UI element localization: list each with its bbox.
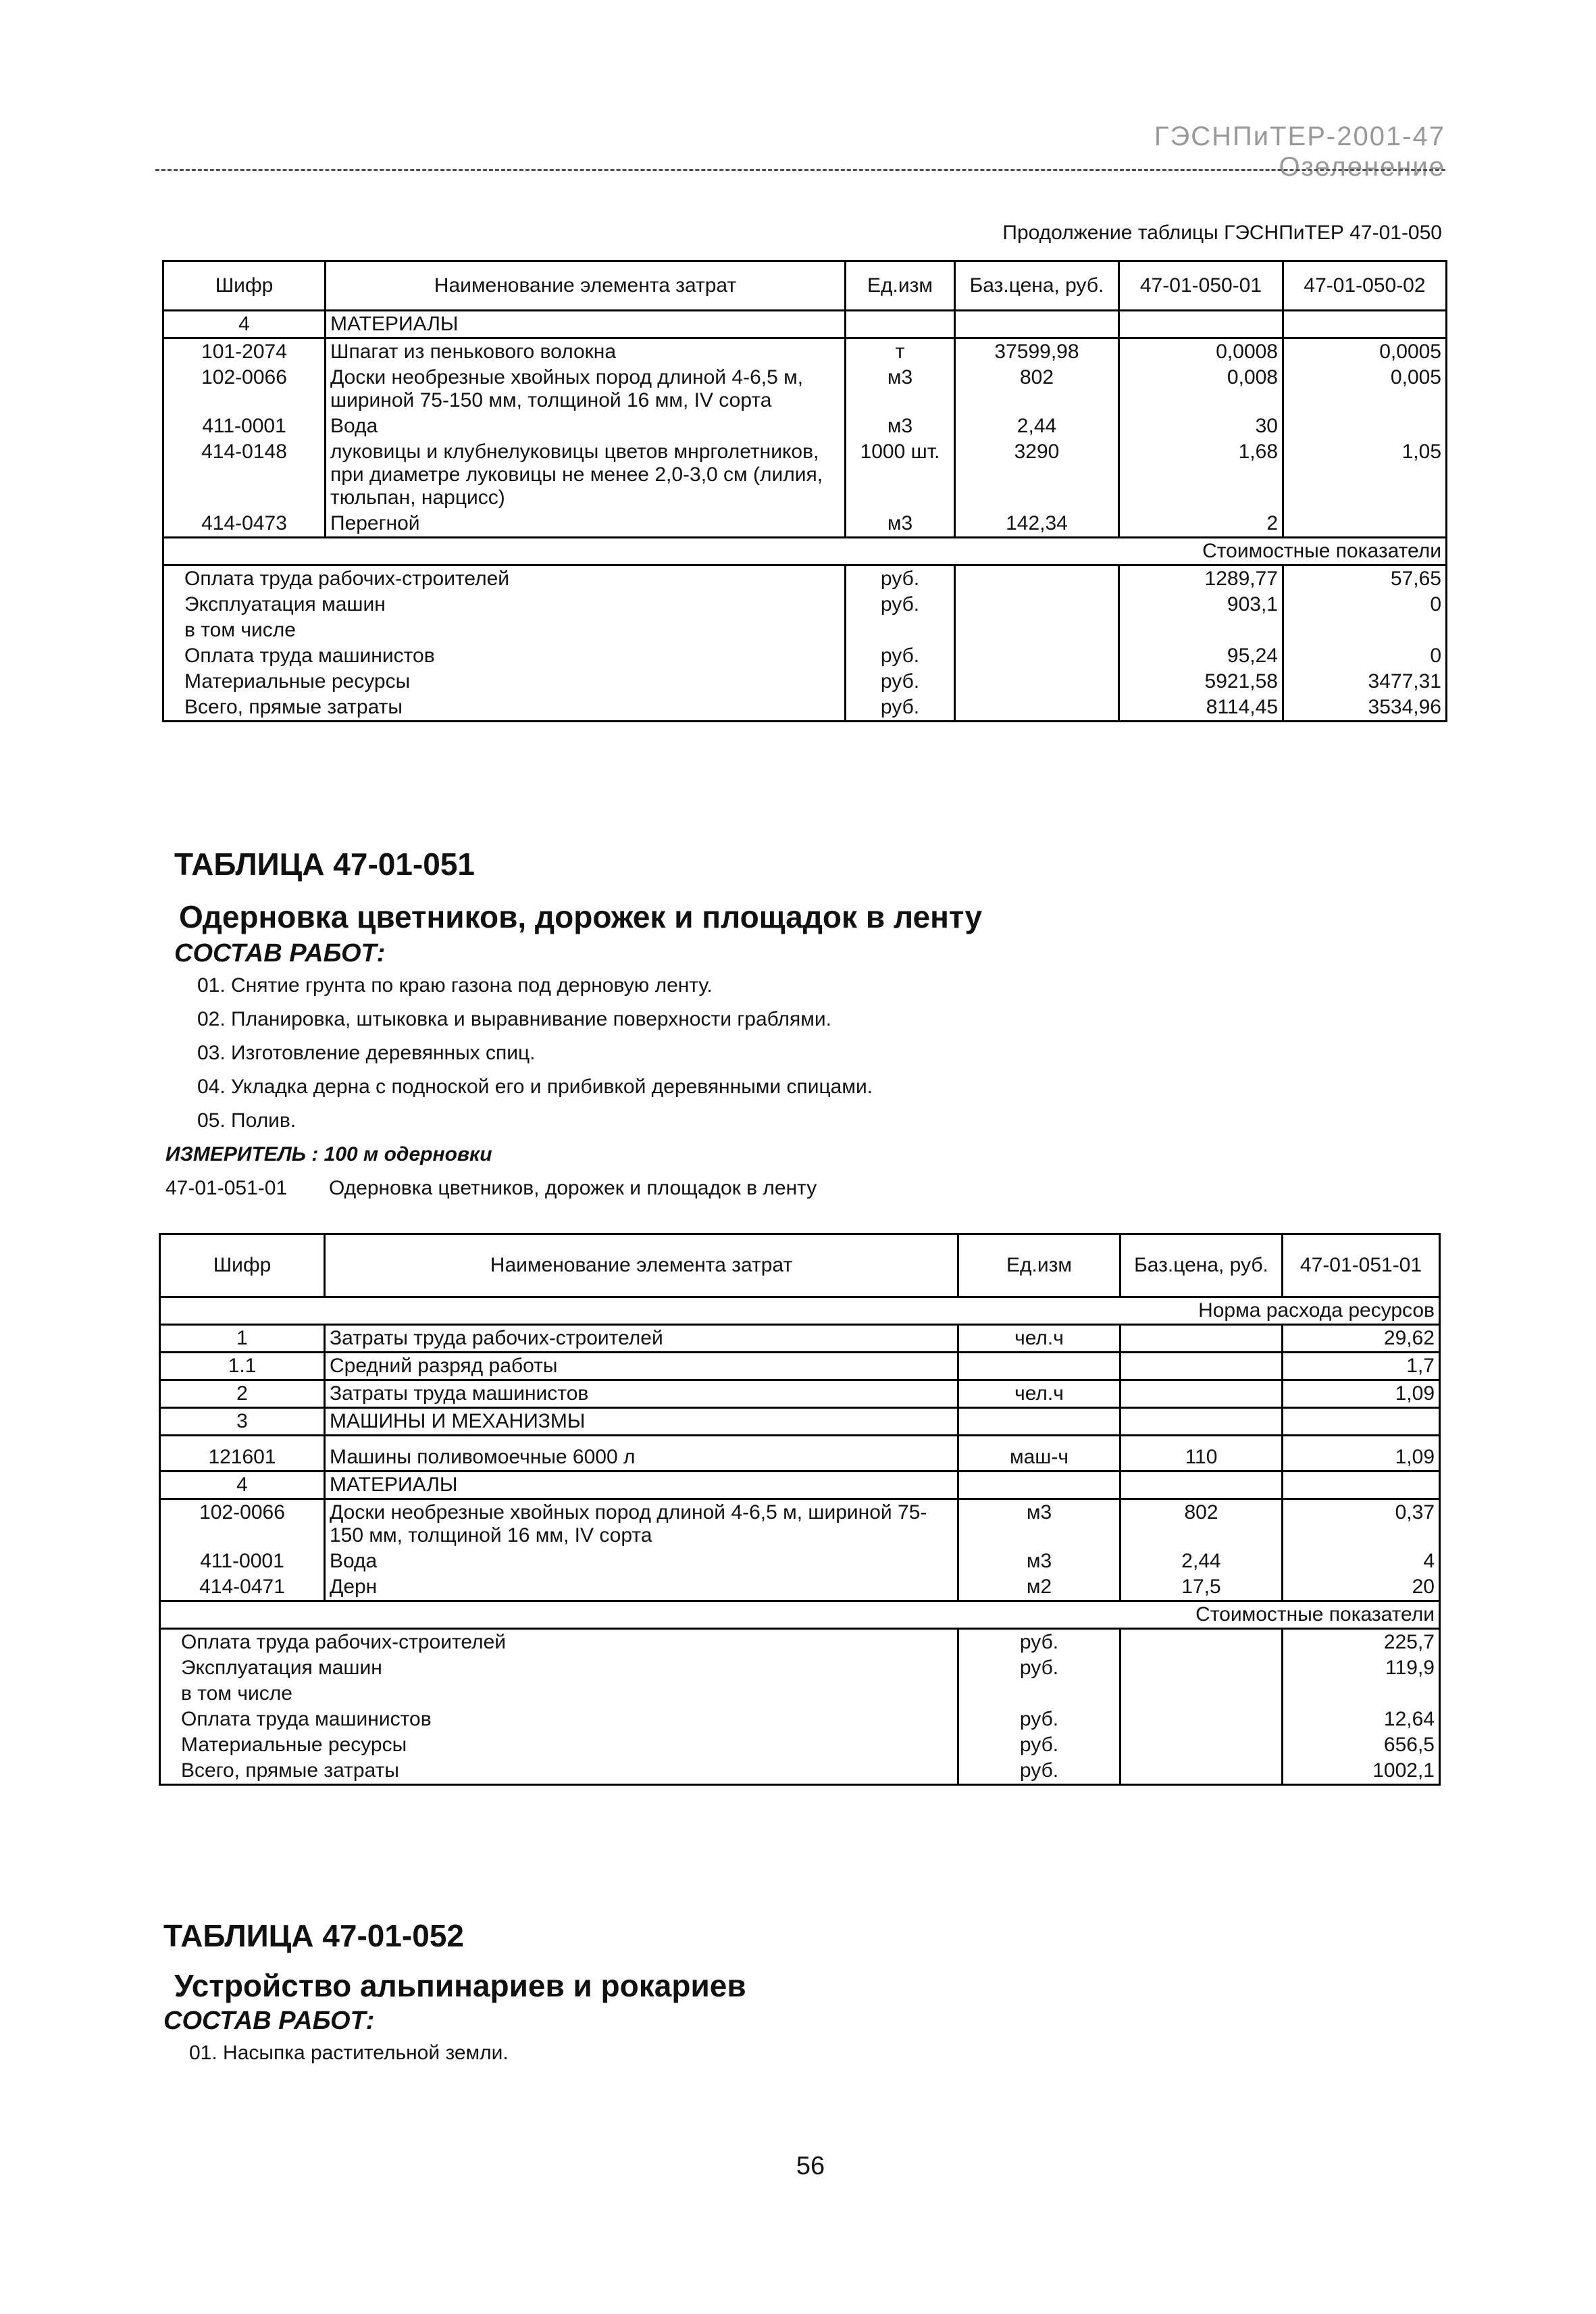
cost-section-label: Стоимостные показатели bbox=[160, 1601, 1440, 1629]
cell-value-1 bbox=[1119, 311, 1283, 338]
operation-item: 02. Планировка, штыковка и выравнивание поверхности граблями. bbox=[197, 1008, 831, 1030]
cost-unit: руб. bbox=[958, 1707, 1121, 1732]
cost-unit bbox=[958, 1681, 1121, 1707]
cell-unit bbox=[846, 311, 955, 338]
cell-value-2 bbox=[1283, 413, 1447, 439]
cell-value-1 bbox=[1283, 1408, 1440, 1436]
cell-price: 17,5 bbox=[1121, 1574, 1283, 1601]
cell-code: 414-0473 bbox=[163, 511, 326, 538]
table-row bbox=[160, 1499, 1440, 1549]
cell-code: 3 bbox=[160, 1408, 325, 1436]
cell-name: МАТЕРИАЛЫ bbox=[326, 311, 846, 338]
cost-row bbox=[163, 618, 1447, 643]
cost-name: в том числе bbox=[163, 618, 846, 643]
cell-name: Перегной bbox=[326, 511, 846, 538]
cost-price bbox=[1121, 1732, 1283, 1758]
meter: ИЗМЕРИТЕЛЬ : 100 м одерновки bbox=[165, 1143, 492, 1165]
cell-value-1: 1,09 bbox=[1283, 1380, 1440, 1408]
table-row bbox=[163, 511, 1447, 538]
cell-code: 411-0001 bbox=[160, 1549, 325, 1574]
norm-section-row bbox=[160, 1297, 1440, 1325]
cost-unit: руб. bbox=[846, 695, 955, 722]
cost-name: Оплата труда рабочих-строителей bbox=[163, 565, 846, 593]
cell-name: МАТЕРИАЛЫ bbox=[325, 1472, 958, 1499]
col-header-name: Наименование элемента затрат bbox=[326, 261, 846, 311]
cell-price: 142,34 bbox=[955, 511, 1119, 538]
cell-value-1: 0,008 bbox=[1119, 365, 1283, 413]
cost-name: Материальные ресурсы bbox=[160, 1732, 958, 1758]
table-row bbox=[163, 338, 1447, 366]
col-header-unit: Ед.изм bbox=[846, 261, 955, 311]
table-row bbox=[160, 1380, 1440, 1408]
cost-section-label: Стоимостные показатели bbox=[163, 538, 1447, 565]
col-header-value-1: 47-01-051-01 bbox=[1283, 1234, 1440, 1297]
cell-price: 3290 bbox=[955, 439, 1119, 511]
cell-price bbox=[1121, 1408, 1283, 1436]
cost-unit: руб. bbox=[958, 1629, 1121, 1656]
cost-value-1: 119,9 bbox=[1283, 1655, 1440, 1681]
col-header-code: Шифр bbox=[160, 1234, 325, 1297]
operation-item: 01. Снятие грунта по краю газона под дерновую ленту. bbox=[197, 974, 713, 997]
cell-price bbox=[1121, 1353, 1283, 1380]
cost-value-2: 57,65 bbox=[1283, 565, 1447, 593]
table-row bbox=[160, 1472, 1440, 1499]
cell-name: Затраты труда рабочих-строителей bbox=[325, 1325, 958, 1353]
cost-row bbox=[160, 1655, 1440, 1681]
cell-code: 4 bbox=[163, 311, 326, 338]
cost-price bbox=[955, 565, 1119, 593]
cell-name: Средний разряд работы bbox=[325, 1353, 958, 1380]
cell-value-1: 1,68 bbox=[1119, 439, 1283, 511]
cell-unit: м3 bbox=[846, 365, 955, 413]
cost-value-2 bbox=[1283, 618, 1447, 643]
cost-price bbox=[955, 592, 1119, 618]
cost-price bbox=[955, 669, 1119, 695]
cost-price bbox=[1121, 1655, 1283, 1681]
cost-price bbox=[955, 695, 1119, 722]
cost-row bbox=[160, 1681, 1440, 1707]
cost-name: Всего, прямые затраты bbox=[163, 695, 846, 722]
cell-name: Затраты труда машинистов bbox=[325, 1380, 958, 1408]
cell-code: 414-0148 bbox=[163, 439, 326, 511]
cost-row bbox=[160, 1758, 1440, 1785]
cell-name: МАШИНЫ И МЕХАНИЗМЫ bbox=[325, 1408, 958, 1436]
cell-unit: м3 bbox=[846, 413, 955, 439]
cell-code: 1.1 bbox=[160, 1353, 325, 1380]
cost-unit: руб. bbox=[846, 565, 955, 593]
cell-unit: м3 bbox=[958, 1499, 1121, 1549]
cell-code: 121601 bbox=[160, 1436, 325, 1472]
cost-unit: руб. bbox=[846, 669, 955, 695]
cost-value-1 bbox=[1283, 1681, 1440, 1707]
cell-unit bbox=[958, 1472, 1121, 1499]
cell-value-2 bbox=[1283, 511, 1447, 538]
cost-name: Оплата труда машинистов bbox=[160, 1707, 958, 1732]
cell-unit: м3 bbox=[846, 511, 955, 538]
cost-name: Оплата труда рабочих-строителей bbox=[160, 1629, 958, 1656]
table-47-01-050 bbox=[162, 260, 1447, 722]
operation-item: 05. Полив. bbox=[197, 1109, 297, 1132]
cell-value-1: 2 bbox=[1119, 511, 1283, 538]
cell-unit: т bbox=[846, 338, 955, 366]
section-subtitle: Устройство альпинариев и рокариев bbox=[174, 1968, 746, 2003]
cost-section-row bbox=[160, 1601, 1440, 1629]
cost-value-1: 12,64 bbox=[1283, 1707, 1440, 1732]
cost-name: Всего, прямые затраты bbox=[160, 1758, 958, 1785]
cell-code: 101-2074 bbox=[163, 338, 326, 366]
cell-name: Доски необрезные хвойных пород длиной 4-6,5 м, шириной 75-150 мм, толщиной 16 мм, IV сорта bbox=[325, 1499, 958, 1549]
operation-item: 01. Насыпка растительной земли. bbox=[189, 2042, 509, 2064]
norm-label: Норма расхода ресурсов bbox=[160, 1297, 1440, 1325]
cell-value-2: 0,005 bbox=[1283, 365, 1447, 413]
section-title: ТАБЛИЦА 47-01-052 bbox=[163, 1918, 464, 1953]
cell-name: Вода bbox=[325, 1549, 958, 1574]
cost-name: Эксплуатация машин bbox=[160, 1655, 958, 1681]
cell-value-2: 1,05 bbox=[1283, 439, 1447, 511]
table-row bbox=[160, 1436, 1440, 1472]
cost-value-1: 1289,77 bbox=[1119, 565, 1283, 593]
cost-value-1: 656,5 bbox=[1283, 1732, 1440, 1758]
cell-unit: чел.ч bbox=[958, 1325, 1121, 1353]
cell-name: Вода bbox=[326, 413, 846, 439]
cell-value-1: 1,09 bbox=[1283, 1436, 1440, 1472]
cost-row bbox=[163, 643, 1447, 669]
cell-name: Машины поливомоечные 6000 л bbox=[325, 1436, 958, 1472]
cost-value-1: 5921,58 bbox=[1119, 669, 1283, 695]
cost-name: Эксплуатация машин bbox=[163, 592, 846, 618]
page-header: ГЭСНПиТЕР-2001-47 Озеленение bbox=[1154, 122, 1445, 182]
cost-unit: руб. bbox=[958, 1655, 1121, 1681]
cell-unit: чел.ч bbox=[958, 1380, 1121, 1408]
table-row bbox=[163, 311, 1447, 338]
col-header-value-2: 47-01-050-02 bbox=[1283, 261, 1447, 311]
cost-value-1: 225,7 bbox=[1283, 1629, 1440, 1656]
cell-price bbox=[1121, 1472, 1283, 1499]
item-code: 47-01-051-01 bbox=[165, 1177, 288, 1199]
table-row bbox=[160, 1549, 1440, 1574]
cost-section-row bbox=[163, 538, 1447, 565]
cell-code: 102-0066 bbox=[163, 365, 326, 413]
cost-row bbox=[160, 1707, 1440, 1732]
table-header-row bbox=[163, 261, 1447, 311]
cost-price bbox=[1121, 1758, 1283, 1785]
table-row bbox=[163, 439, 1447, 511]
cell-name: луковицы и клубнелуковицы цветов мнрголетников, при диаметре луковицы не менее 2,0-3,0 см (лилия, тюльпан, нарцисс) bbox=[326, 439, 846, 511]
cell-value-1: 30 bbox=[1119, 413, 1283, 439]
cost-unit bbox=[846, 618, 955, 643]
operation-item: 03. Изготовление деревянных спиц. bbox=[197, 1042, 536, 1064]
cell-value-2: 0,0005 bbox=[1283, 338, 1447, 366]
cost-value-2: 3477,31 bbox=[1283, 669, 1447, 695]
cell-value-1 bbox=[1283, 1472, 1440, 1499]
table-row bbox=[160, 1325, 1440, 1353]
cost-value-2: 0 bbox=[1283, 643, 1447, 669]
cell-code: 414-0471 bbox=[160, 1574, 325, 1601]
cell-unit bbox=[958, 1353, 1121, 1380]
table-47-01-051 bbox=[159, 1233, 1441, 1786]
cost-row bbox=[163, 592, 1447, 618]
page-number: 56 bbox=[796, 2152, 825, 2180]
section-subtitle: Одерновка цветников, дорожек и площадок в ленту bbox=[179, 899, 983, 934]
cell-code: 1 bbox=[160, 1325, 325, 1353]
table-row bbox=[160, 1574, 1440, 1601]
cost-price bbox=[1121, 1707, 1283, 1732]
cell-value-1: 0,37 bbox=[1283, 1499, 1440, 1549]
sostav-label: СОСТАВ РАБОТ: bbox=[163, 2007, 375, 2035]
cost-value-1 bbox=[1119, 618, 1283, 643]
cost-unit: руб. bbox=[846, 643, 955, 669]
cell-price bbox=[1121, 1380, 1283, 1408]
cost-unit: руб. bbox=[958, 1732, 1121, 1758]
cost-price bbox=[1121, 1629, 1283, 1656]
cell-value-1: 0,0008 bbox=[1119, 338, 1283, 366]
cell-price: 802 bbox=[1121, 1499, 1283, 1549]
table-row bbox=[163, 413, 1447, 439]
cell-value-1: 20 bbox=[1283, 1574, 1440, 1601]
cost-value-2: 3534,96 bbox=[1283, 695, 1447, 722]
item-name: Одерновка цветников, дорожек и площадок в ленту bbox=[329, 1177, 817, 1199]
cell-code: 411-0001 bbox=[163, 413, 326, 439]
cost-name: Оплата труда машинистов bbox=[163, 643, 846, 669]
cell-price bbox=[1121, 1325, 1283, 1353]
cell-price: 2,44 bbox=[955, 413, 1119, 439]
cell-price: 802 bbox=[955, 365, 1119, 413]
cost-value-1: 95,24 bbox=[1119, 643, 1283, 669]
section-title: ТАБЛИЦА 47-01-051 bbox=[174, 847, 475, 882]
col-header-name: Наименование элемента затрат bbox=[325, 1234, 958, 1297]
cost-row bbox=[163, 695, 1447, 722]
cost-unit: руб. bbox=[846, 592, 955, 618]
cell-name: Дерн bbox=[325, 1574, 958, 1601]
cost-name: в том числе bbox=[160, 1681, 958, 1707]
table-row bbox=[160, 1353, 1440, 1380]
cost-row bbox=[160, 1629, 1440, 1656]
cost-price bbox=[955, 643, 1119, 669]
cell-value-1: 4 bbox=[1283, 1549, 1440, 1574]
cost-value-1: 1002,1 bbox=[1283, 1758, 1440, 1785]
cell-unit bbox=[958, 1408, 1121, 1436]
cell-code: 2 bbox=[160, 1380, 325, 1408]
continuation-note: Продолжение таблицы ГЭСНПиТЕР 47-01-050 bbox=[1002, 222, 1442, 244]
cost-value-2: 0 bbox=[1283, 592, 1447, 618]
sostav-label: СОСТАВ РАБОТ: bbox=[174, 939, 386, 967]
cost-name: Материальные ресурсы bbox=[163, 669, 846, 695]
cell-unit: м2 bbox=[958, 1574, 1121, 1601]
operation-item: 04. Укладка дерна с подноской его и прибивкой деревянными спицами. bbox=[197, 1076, 873, 1098]
cost-price bbox=[1121, 1681, 1283, 1707]
cost-unit: руб. bbox=[958, 1758, 1121, 1785]
cell-name: Доски необрезные хвойных пород длиной 4-6,5 м, шириной 75-150 мм, толщиной 16 мм, IV сорта bbox=[326, 365, 846, 413]
cell-price: 37599,98 bbox=[955, 338, 1119, 366]
col-header-unit: Ед.изм bbox=[958, 1234, 1121, 1297]
cell-name: Шпагат из пенькового волокна bbox=[326, 338, 846, 366]
table-header-row bbox=[160, 1234, 1440, 1297]
header-divider bbox=[155, 169, 1445, 171]
cell-value-2 bbox=[1283, 311, 1447, 338]
col-header-value-1: 47-01-050-01 bbox=[1119, 261, 1283, 311]
cell-code: 102-0066 bbox=[160, 1499, 325, 1549]
cell-price: 2,44 bbox=[1121, 1549, 1283, 1574]
cell-unit: маш-ч bbox=[958, 1436, 1121, 1472]
cost-row bbox=[160, 1732, 1440, 1758]
cell-unit: м3 bbox=[958, 1549, 1121, 1574]
cell-code: 4 bbox=[160, 1472, 325, 1499]
cell-value-1: 29,62 bbox=[1283, 1325, 1440, 1353]
cost-value-1: 8114,45 bbox=[1119, 695, 1283, 722]
cost-row bbox=[163, 565, 1447, 593]
cell-value-1: 1,7 bbox=[1283, 1353, 1440, 1380]
col-header-code: Шифр bbox=[163, 261, 326, 311]
table-row bbox=[163, 365, 1447, 413]
col-header-price: Баз.цена, руб. bbox=[955, 261, 1119, 311]
cost-price bbox=[955, 618, 1119, 643]
cell-price: 110 bbox=[1121, 1436, 1283, 1472]
table-row bbox=[160, 1408, 1440, 1436]
cost-row bbox=[163, 669, 1447, 695]
col-header-price: Баз.цена, руб. bbox=[1121, 1234, 1283, 1297]
cell-unit: 1000 шт. bbox=[846, 439, 955, 511]
cell-price bbox=[955, 311, 1119, 338]
cost-value-1: 903,1 bbox=[1119, 592, 1283, 618]
